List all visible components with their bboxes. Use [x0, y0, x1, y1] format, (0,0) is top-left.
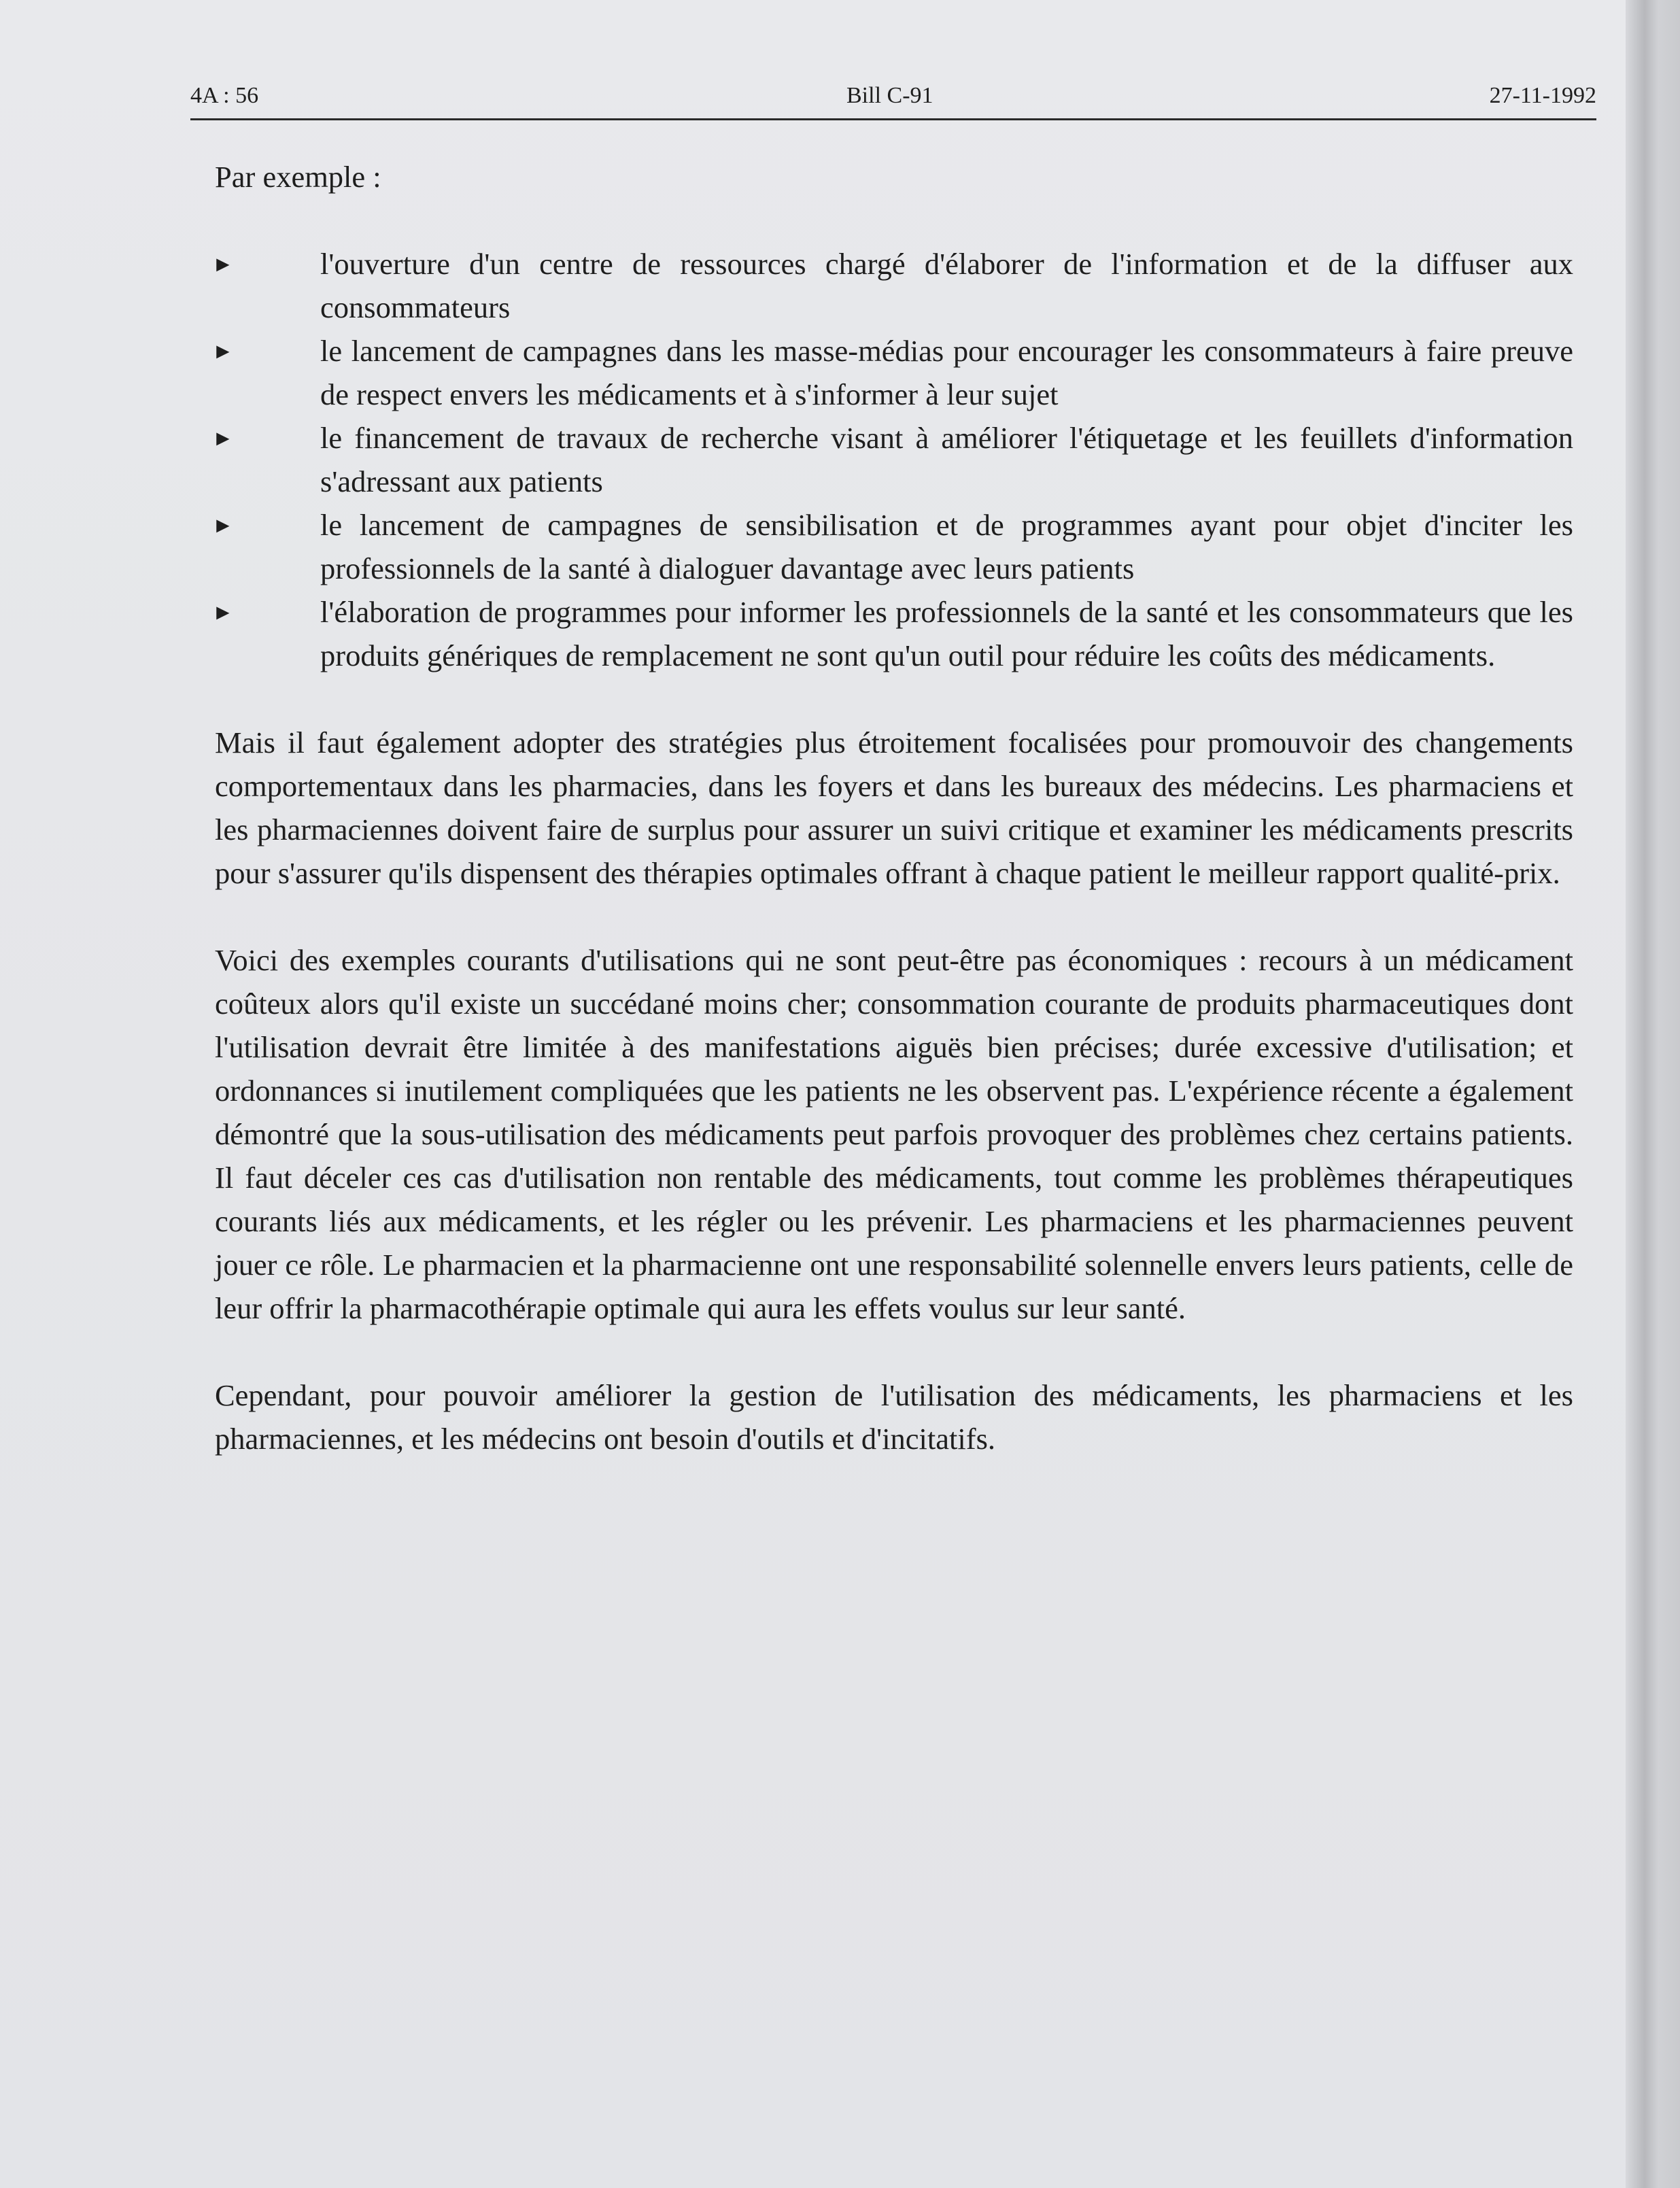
header-date: 27-11-1992: [1489, 83, 1596, 108]
list-item: [212, 503, 1573, 590]
list-item-text: l'ouverture d'un centre de ressources chargé d'élaborer de l'information et de la diffuser aux consommateurs: [320, 247, 1573, 324]
list-item: [212, 329, 1573, 416]
list-item: [212, 416, 1573, 503]
paragraph-strategies: Mais il faut également adopter des stratégies plus étroitement focalisées pour promouvoir des changements comportementaux dans les pharmacies, dans les foyers et dans les bureaux des médecins. Les pharmaciens et les pharmaciennes doivent faire de surplus pour assurer un suivi critique et examiner les médicaments prescrits pour s'assurer qu'ils dispensent des thérapies optimales offrant à chaque patient le meilleur rapport qualité-prix.: [215, 725, 1573, 890]
right-pointer-arrow-icon: ►: [212, 600, 234, 624]
list-item-text: l'élaboration de programmes pour informer les professionnels de la santé et les consommateurs que les produits génériques de remplacement ne sont qu'un outil pour réduire les coûts des médicaments.: [320, 595, 1573, 672]
list-item: [212, 242, 1573, 329]
page-header: [190, 80, 1596, 121]
right-pointer-arrow-icon: ►: [212, 252, 234, 276]
list-item-text: le lancement de campagnes dans les masse-médias pour encourager les consommateurs à faire preuve de respect envers les médicaments et à s'informer à leur sujet: [320, 334, 1573, 411]
paragraph-examples: Voici des exemples courants d'utilisations qui ne sont peut-être pas économiques : recours à un médicament coûteux alors qu'il existe un succédané moins cher; consommation courante de produits pharmaceutiques dont l'utilisation devrait être limitée à des manifestations aiguës bien précises; durée excessive d'utilisation; et ordonnances si inutilement compliquées que les patients ne les observent pas. L'expérience récente a également démontré que la sous-utilisation des médicaments peut parfois provoquer des problèmes chez certains patients. Il faut déceler ces cas d'utilisation non rentable des médicaments, tout comme les problèmes thérapeutiques courants liés aux médicaments, et les régler ou les prévenir. Les pharmaciens et les pharmaciennes peuvent jouer ce rôle. Le pharmacien et la pharmacienne ont une responsabilité solennelle envers leurs patients, celle de leur offrir la pharmacothérapie optimale qui aura les effets voulus sur leur santé.: [215, 943, 1573, 1325]
list-item-text: le lancement de campagnes de sensibilisation et de programmes ayant pour objet d'inciter les professionnels de la santé à dialoguer davantage avec leurs patients: [320, 508, 1573, 585]
binding-edge: [1626, 0, 1680, 2188]
list-item-text: le financement de travaux de recherche visant à améliorer l'étiquetage et les feuillets d'information s'adressant aux patients: [320, 421, 1573, 498]
paragraph-conclusion: Cependant, pour pouvoir améliorer la gestion de l'utilisation des médicaments, les pharmaciens et les pharmaciennes, et les médecins ont besoin d'outils et d'incitatifs.: [215, 1378, 1573, 1456]
right-pointer-arrow-icon: ►: [212, 339, 234, 363]
right-pointer-arrow-icon: ►: [212, 513, 234, 537]
intro-text: Par exemple :: [215, 160, 381, 194]
example-list: [212, 242, 1573, 677]
bill-title: Bill C-91: [846, 83, 933, 108]
list-item: [212, 590, 1573, 677]
page-reference: 4A : 56: [190, 83, 259, 108]
right-pointer-arrow-icon: ►: [212, 426, 234, 450]
page-body: [212, 155, 1573, 1504]
header-divider: [190, 118, 1596, 120]
